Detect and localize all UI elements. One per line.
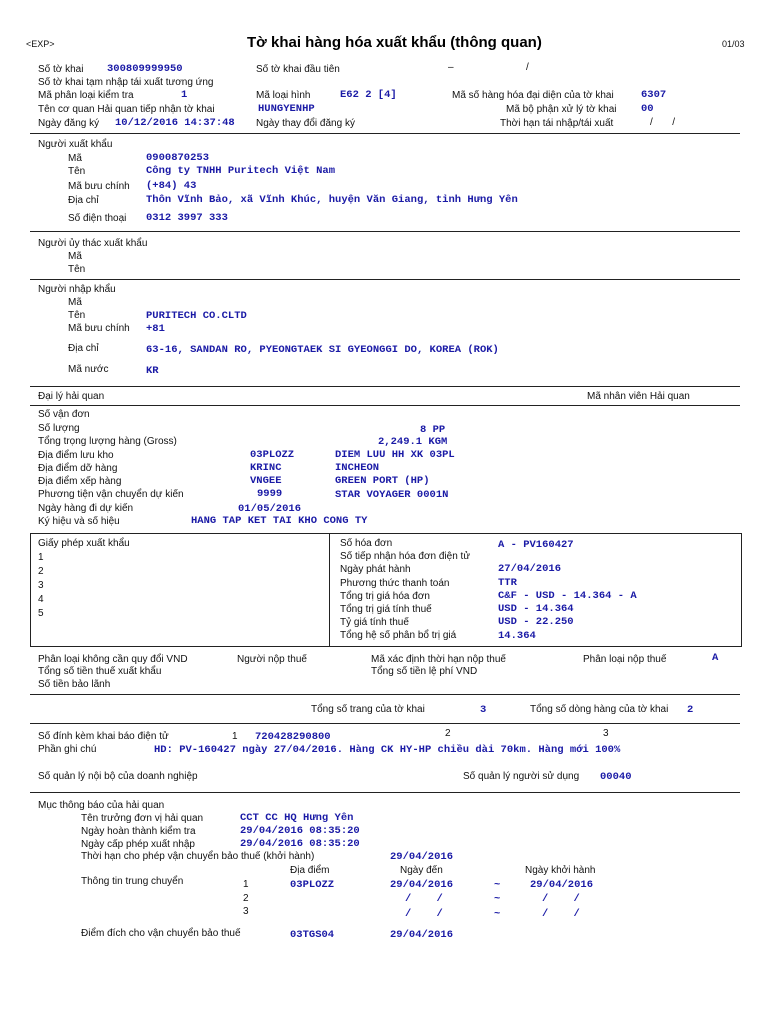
label-dai-ly: Đại lý hải quan: [38, 391, 105, 402]
label-ngay-den: Ngày đến: [400, 865, 443, 876]
trustor-heading: Người ủy thác xuất khẩu: [38, 238, 148, 249]
do-hang-ten: INCHEON: [335, 462, 380, 474]
license-row: 2: [38, 566, 44, 577]
transit-depart: 29/04/2016: [530, 879, 594, 891]
so-to-khai: 300809999950: [107, 63, 183, 75]
label-so-to-khai: Số tờ khai: [38, 64, 84, 75]
transit-no: 3: [243, 906, 249, 917]
ty-gia: USD - 22.250: [498, 616, 574, 628]
license-row: 4: [38, 594, 44, 605]
he-so: 14.364: [498, 630, 536, 642]
label-importer-ten: Tên: [68, 310, 86, 321]
label-so-luong: Số lượng: [38, 423, 80, 434]
label-do-hang: Địa điểm dỡ hàng: [38, 463, 118, 474]
label-ngay-di: Ngày hàng đi dự kiến: [38, 503, 134, 514]
label-trustor-ma: Mã: [68, 251, 82, 262]
divider: [30, 723, 740, 724]
label-dinh-kem: Số đính kèm khai báo điện tử: [38, 731, 169, 742]
tong-dong: 2: [687, 704, 694, 716]
label-ngay-phat-hanh: Ngày phát hành: [340, 564, 411, 575]
exporter-ma: 0900870253: [146, 152, 210, 164]
divider: [30, 386, 740, 387]
transit-arrive: / /: [405, 893, 443, 905]
divider: [30, 133, 740, 134]
xep-hang-ma: VNGEE: [250, 475, 282, 487]
dinh-kem-index-3: 3: [603, 728, 609, 739]
label-phan-loai-vnd: Phân loại không cần quy đổi VND: [38, 654, 188, 665]
transit-arrive: / /: [405, 908, 443, 920]
label-tong-tinh-thue: Tổng trị giá tính thuế: [340, 604, 432, 615]
license-row: 5: [38, 608, 44, 619]
label-ngay-thay-doi: Ngày thay đổi đăng ký: [256, 118, 355, 129]
label-ty-gia: Tỷ giá tính thuế: [340, 617, 409, 628]
so-hoa-don: A - PV160427: [498, 539, 574, 551]
label-importer-dia-chi: Địa chỉ: [68, 343, 99, 354]
transit-tilde: ~: [494, 893, 501, 905]
importer-ten: PURITECH CO.CLTD: [146, 310, 247, 322]
label-noi-bo: Số quản lý nội bộ của doanh nghiệp: [38, 771, 198, 782]
label-trung-chuyen: Thông tin trung chuyển: [81, 876, 184, 887]
divider: [30, 231, 740, 232]
diem-dich-ngay: 29/04/2016: [390, 929, 454, 941]
divider: [30, 694, 740, 695]
ghi-chu: HD: PV-160427 ngày 27/04/2016. Hàng CK HY-HP chiều dài 70km. Hàng mới 100%: [154, 744, 621, 756]
ngay-dang-ky: 10/12/2016 14:37:48: [115, 117, 235, 129]
transit-arrive: 29/04/2016: [390, 879, 454, 891]
label-diem-dich: Điểm đích cho vận chuyển bảo thuế: [81, 928, 241, 939]
co-quan: HUNGYENHP: [258, 103, 315, 115]
exporter-dien-thoai: 0312 3997 333: [146, 212, 228, 224]
exporter-buu-chinh: (+84) 43: [146, 180, 197, 192]
label-importer-ma: Mã: [68, 297, 82, 308]
label-exporter-dien-thoai: Số điện thoại: [68, 213, 127, 224]
xep-hang-ten: GREEN PORT (HP): [335, 475, 430, 487]
so-luong: 8 PP: [420, 424, 446, 436]
label-exporter-dia-chi: Địa chỉ: [68, 195, 99, 206]
importer-dia-chi: 63-16, SANDAN RO, PYEONGTAEK SI GYEONGGI DO, KOREA (ROK): [146, 344, 499, 356]
label-ma-xac-dinh: Mã xác định thời hạn nộp thuế: [371, 654, 506, 665]
exporter-dia-chi: Thôn Vĩnh Bảo, xã Vĩnh Khúc, huyện Văn Giang, tỉnh Hưng Yên: [146, 194, 518, 206]
label-so-to-khai-dau-tien: Số tờ khai đầu tiên: [256, 64, 340, 75]
transit-no: 2: [243, 893, 249, 904]
ngay-phat-hanh: 27/04/2016: [498, 563, 562, 575]
label-ma-so-hang-hoa: Mã số hàng hóa đại diện của tờ khai: [452, 90, 614, 101]
label-so-hoa-don: Số hóa đơn: [340, 538, 393, 549]
transit-depart: / /: [542, 893, 580, 905]
label-luu-kho: Địa điểm lưu kho: [38, 450, 114, 461]
label-ghi-chu: Phần ghi chú: [38, 744, 97, 755]
ngay-di: 01/05/2016: [238, 503, 302, 515]
label-exporter-ma: Mã: [68, 153, 82, 164]
label-truong-don-vi: Tên trưởng đơn vị hải quan: [81, 813, 204, 824]
label-importer-ma-nuoc: Mã nước: [68, 364, 109, 375]
transit-depart: / /: [542, 908, 580, 920]
divider: [30, 279, 740, 280]
do-hang-ma: KRINC: [250, 462, 282, 474]
dinh-kem-index-1: 1: [232, 731, 238, 742]
phuong-thuc: TTR: [498, 577, 517, 589]
label-importer-buu-chinh: Mã bưu chính: [68, 323, 130, 334]
label-phuong-thuc: Phương thức thanh toán: [340, 578, 450, 589]
label-thoi-han: Thời hạn tái nhập/tái xuất: [500, 118, 614, 129]
tong-tinh-thue: USD - 14.364: [498, 603, 574, 615]
phuong-tien-ma: 9999: [257, 488, 283, 500]
ma-so-hang-hoa: 6307: [641, 89, 667, 101]
label-co-quan: Tên cơ quan Hải quan tiếp nhận tờ khai: [38, 104, 215, 115]
truong-don-vi: CCT CC HQ Hưng Yên: [240, 812, 354, 824]
transit-tilde: ~: [494, 908, 501, 920]
so-to-khai-dau-tien-dash: –: [448, 62, 454, 73]
label-tong-dong: Tổng số dòng hàng của tờ khai: [530, 704, 669, 715]
label-trong-luong: Tổng trọng lượng hàng (Gross): [38, 436, 177, 447]
label-tong-thue: Tổng số tiền thuế xuất khẩu: [38, 666, 162, 677]
license-row: 1: [38, 552, 44, 563]
luu-kho-ten: DIEM LUU HH XK 03PL: [335, 449, 455, 461]
label-so-van-don: Số vận đơn: [38, 409, 90, 420]
license-row: 3: [38, 580, 44, 591]
label-phuong-tien: Phương tiện vận chuyển dự kiến: [38, 489, 184, 500]
dinh-kem-index-2: 2: [445, 728, 451, 739]
label-nhan-vien: Mã nhân viên Hải quan: [587, 391, 690, 402]
label-ngay-khoi-hanh: Ngày khởi hành: [525, 865, 596, 876]
label-hoan-thanh: Ngày hoàn thành kiểm tra: [81, 826, 196, 837]
nguoi-su-dung: 00040: [600, 771, 632, 783]
ma-phan-loai: 1: [181, 89, 188, 101]
dinh-kem-value-1: 720428290800: [255, 731, 331, 743]
label-bao-lanh: Số tiền bảo lãnh: [38, 679, 111, 690]
label-tong-trang: Tổng số trang của tờ khai: [311, 704, 425, 715]
label-xep-hang: Địa điểm xếp hàng: [38, 476, 122, 487]
label-thoi-han-bao-thue: Thời hạn cho phép vận chuyển bảo thuế (khởi hành): [81, 851, 315, 862]
hoan-thanh: 29/04/2016 08:35:20: [240, 825, 360, 837]
trong-luong: 2,249.1 KGM: [378, 436, 448, 448]
importer-ma-nuoc: KR: [146, 365, 159, 377]
license-heading: Giấy phép xuất khẩu: [38, 538, 130, 549]
luu-kho-ma: 03PLOZZ: [250, 449, 295, 461]
page-title: Tờ khai hàng hóa xuất khẩu (thông quan): [247, 34, 542, 51]
box-divider: [329, 533, 330, 646]
label-cap-phep: Ngày cấp phép xuất nhập: [81, 839, 195, 850]
ma-bo-phan: 00: [641, 103, 654, 115]
transit-no: 1: [243, 879, 249, 890]
label-trustor-ten: Tên: [68, 264, 86, 275]
label-le-phi: Tổng số tiền lệ phí VND: [371, 666, 478, 677]
label-exporter-buu-chinh: Mã bưu chính: [68, 181, 130, 192]
thoi-han-bao-thue: 29/04/2016: [390, 851, 454, 863]
label-he-so: Tổng hệ số phân bổ trị giá: [340, 630, 457, 641]
ma-loai-hinh: E62 2 [4]: [340, 89, 397, 101]
importer-buu-chinh: +81: [146, 323, 165, 335]
thoi-han: / /: [650, 117, 676, 128]
phan-loai-nop: A: [712, 652, 719, 664]
importer-heading: Người nhập khẩu: [38, 284, 116, 295]
transit-tilde: ~: [494, 879, 501, 891]
label-nguoi-su-dung: Số quản lý người sử dụng: [463, 771, 580, 782]
label-tong-hoa-don: Tổng trị giá hóa đơn: [340, 591, 430, 602]
divider: [30, 405, 740, 406]
label-tiep-nhan: Số tiếp nhận hóa đơn điện tử: [340, 551, 471, 562]
label-ma-loai-hinh: Mã loại hình: [256, 90, 311, 101]
page-number: 01/03: [722, 39, 745, 49]
label-exporter-ten: Tên: [68, 166, 86, 177]
label-ngay-dang-ky: Ngày đăng ký: [38, 118, 100, 129]
tong-trang: 3: [480, 704, 487, 716]
cap-phep: 29/04/2016 08:35:20: [240, 838, 360, 850]
label-tam-nhap: Số tờ khai tạm nhập tái xuất tương ứng: [38, 77, 214, 88]
exporter-ten: Công ty TNHH Puritech Việt Nam: [146, 165, 336, 177]
diem-dich-ma: 03TGS04: [290, 929, 335, 941]
label-ma-bo-phan: Mã bộ phận xử lý tờ khai: [506, 104, 617, 115]
form-code: <EXP>: [26, 39, 55, 49]
label-ma-phan-loai: Mã phân loại kiểm tra: [38, 90, 134, 101]
label-nguoi-nop: Người nộp thuế: [237, 654, 307, 665]
so-to-khai-dau-tien-slash: /: [526, 62, 529, 73]
tong-hoa-don: C&F - USD - 14.364 - A: [498, 590, 637, 602]
label-phan-loai-nop: Phân loại nộp thuế: [583, 654, 667, 665]
exporter-heading: Người xuất khẩu: [38, 139, 113, 150]
label-ky-hieu: Ký hiệu và số hiệu: [38, 516, 120, 527]
notice-heading: Mục thông báo của hải quan: [38, 800, 165, 811]
label-dia-diem: Địa điểm: [290, 865, 330, 876]
ky-hieu: HANG TAP KET TAI KHO CONG TY: [191, 515, 368, 527]
transit-place: 03PLOZZ: [290, 879, 335, 891]
phuong-tien-ten: STAR VOYAGER 0001N: [335, 489, 449, 501]
divider: [30, 792, 740, 793]
